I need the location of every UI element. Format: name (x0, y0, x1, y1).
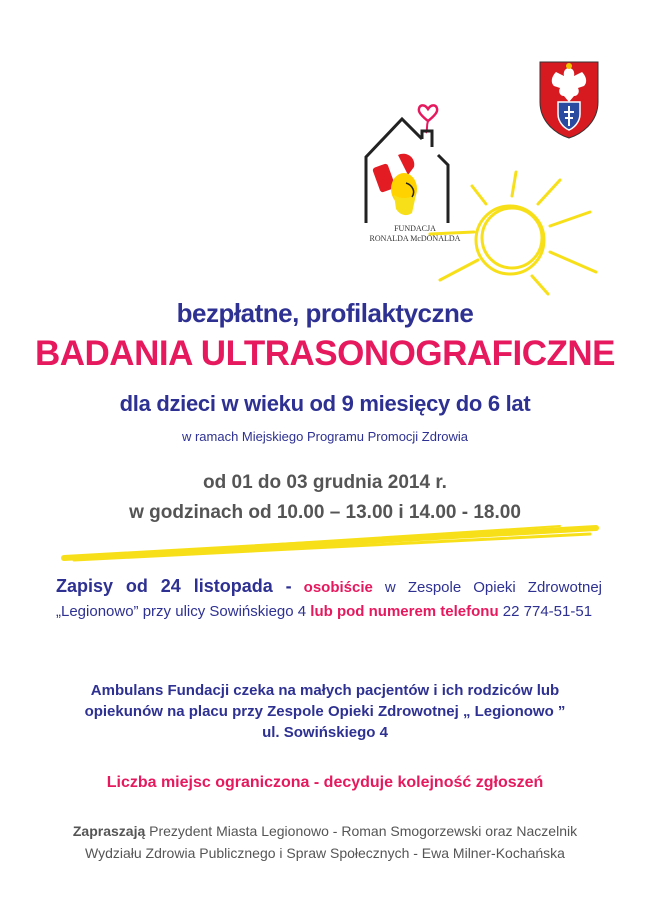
signup-location: w Zespole Opieki Zdrowotnej „Legionowo” przy ulicy Sowińskiego 4 (56, 579, 603, 620)
limited-places-notice: Liczba miejsc ograniczona - decyduje kolejność zgłoszeń (106, 774, 544, 791)
signup-paragraph (56, 574, 602, 624)
sun-sketch-icon (420, 168, 600, 298)
target-age-line: dla dzieci w wieku od 9 miesięcy do 6 lat (119, 391, 531, 416)
foundation-caption-line1: FUNDACJA (394, 224, 436, 233)
main-title: BADANIA ULTRASONOGRAFICZNE (34, 334, 616, 373)
opening-hours: w godzinach od 10.00 – 13.00 i 14.00 - 18.00 (129, 502, 521, 523)
invitation-text1: Prezydent Miasta Legionowo - Roman Smogorzewski oraz Naczelnik (145, 823, 578, 839)
signup-date: Zapisy od 24 listopada - (56, 576, 292, 596)
ambulance-line1: Ambulans Fundacji czeka na małych pacjentów i ich rodziców lub (90, 682, 560, 699)
invitation-line1 (0, 820, 650, 842)
invitation-lead: Zapraszają (72, 823, 146, 839)
date-range: od 01 do 03 grudnia 2014 r. (203, 472, 447, 493)
ambulance-info (0, 680, 650, 743)
signup-phone-label: lub pod numerem telefonu (310, 603, 499, 620)
coat-of-arms-icon (536, 58, 602, 140)
signup-in-person: osobiście (303, 579, 373, 596)
subtitle-free-preventive: bezpłatne, profilaktyczne (176, 298, 474, 328)
invitation-line2: Wydziału Zdrowia Publicznego i Spraw Społecznych - Ewa Milner-Kochańska (85, 845, 565, 861)
ambulance-line3: ul. Sowińskiego 4 (262, 724, 388, 741)
invitation (0, 820, 650, 864)
foundation-caption-line2: RONALDA McDONALDA (369, 234, 461, 243)
signup-phone-number: 22 774-51-51 (498, 603, 593, 620)
program-line: w ramach Miejskiego Programu Promocji Zdrowia (181, 429, 469, 444)
ambulance-line2: opiekunów na placu przy Zespole Opieki Zdrowotnej „ Legionowo ” (84, 703, 566, 720)
brush-stroke-divider (60, 518, 600, 566)
